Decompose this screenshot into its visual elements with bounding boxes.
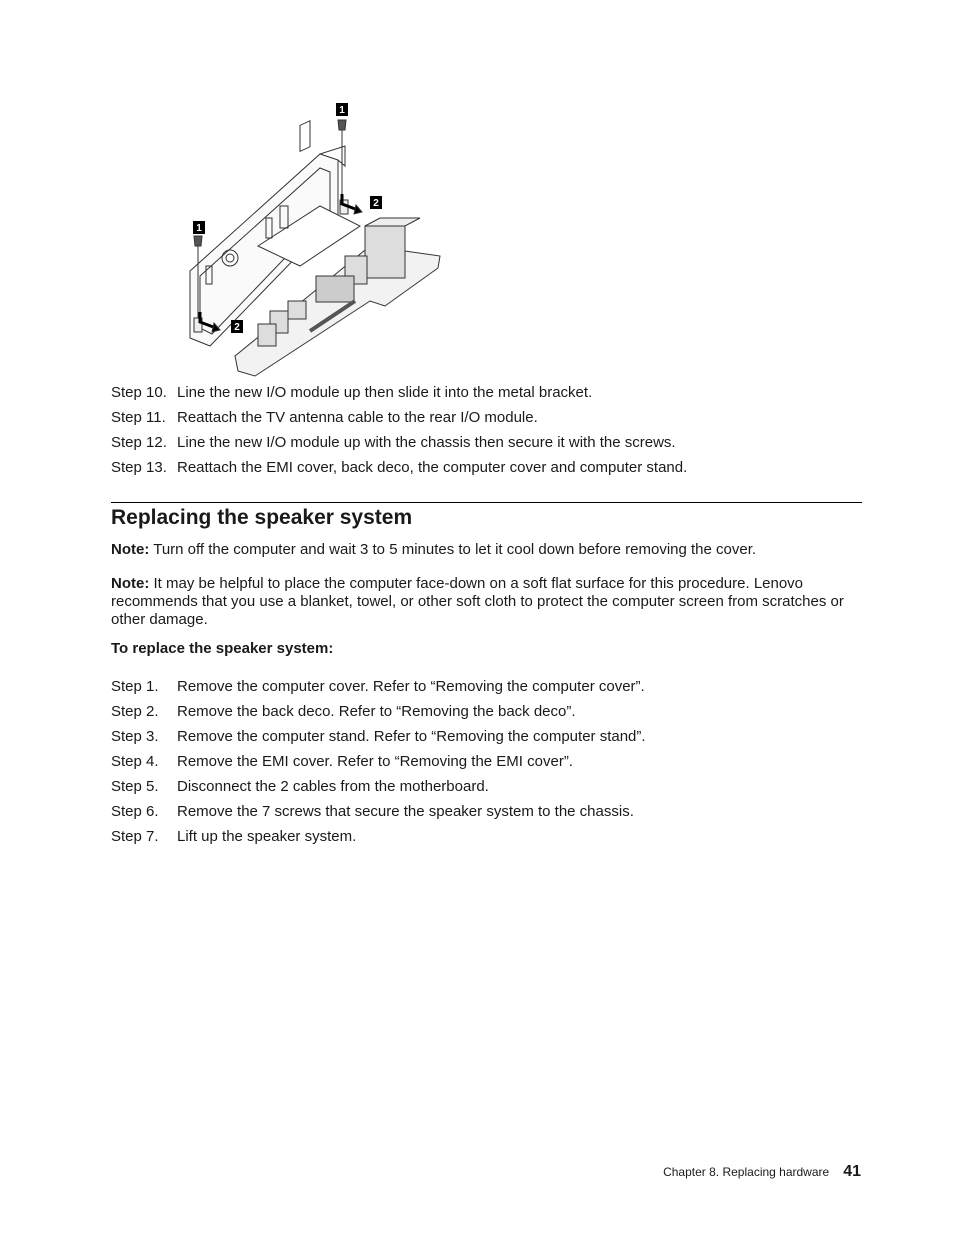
list-item [111, 803, 646, 828]
step-number: Step 3. [111, 728, 159, 745]
step-text: Remove the EMI cover. Refer to “Removing the EMI cover”. [177, 753, 573, 770]
step-number: Step 11. [111, 409, 166, 426]
list-item [111, 828, 646, 853]
step-text: Disconnect the 2 cables from the motherboard. [177, 778, 489, 795]
section-title: Replacing the speaker system [111, 506, 413, 529]
callout-label: 2 [234, 322, 240, 333]
callout-label: 1 [196, 223, 202, 234]
list-item [111, 409, 687, 434]
step-text: Reattach the TV antenna cable to the rear I/O module. [177, 409, 538, 426]
step-number: Step 5. [111, 778, 159, 795]
step-number: Step 12. [111, 434, 167, 451]
note-paragraph [111, 541, 863, 559]
list-item [111, 434, 687, 459]
step-text: Reattach the EMI cover, back deco, the computer cover and computer stand. [177, 459, 688, 476]
step-text: Remove the back deco. Refer to “Removing the back deco”. [177, 703, 576, 720]
step-text: Remove the computer stand. Refer to “Removing the computer stand”. [177, 728, 646, 745]
note-label: Note: [111, 575, 150, 592]
page-number: 41 [843, 1163, 861, 1180]
callout-label: 1 [339, 105, 345, 116]
io-module-illustration [170, 96, 460, 382]
note-text: It may be helpful to place the computer face-down on a soft flat surface for this procedure. Lenovo recommends that you use a blanket, towel, or other soft cloth to protect the computer screen from scratches or other damage. [111, 575, 844, 628]
list-item [111, 459, 687, 484]
list-item [111, 728, 646, 753]
procedure-lead: To replace the speaker system: [111, 640, 334, 657]
callout-label: 2 [373, 198, 379, 209]
note-paragraph [111, 575, 863, 629]
procedure-steps-list [111, 678, 646, 853]
step-text: Remove the computer cover. Refer to “Removing the computer cover”. [177, 678, 645, 695]
step-number: Step 6. [111, 803, 159, 820]
step-number: Step 2. [111, 703, 159, 720]
note-text: Turn off the computer and wait 3 to 5 minutes to let it cool down before removing the cover. [149, 541, 757, 558]
step-text: Line the new I/O module up with the chassis then secure it with the screws. [177, 434, 676, 451]
list-item [111, 678, 646, 703]
page-footer [663, 1163, 861, 1181]
list-item [111, 778, 646, 803]
step-text: Remove the 7 screws that secure the speaker system to the chassis. [177, 803, 634, 820]
note-label: Note: [111, 541, 150, 558]
step-number: Step 13. [111, 459, 167, 476]
step-number: Step 10. [111, 384, 167, 401]
install-steps-list [111, 384, 687, 484]
step-number: Step 4. [111, 753, 159, 770]
list-item [111, 384, 687, 409]
section-divider [111, 502, 862, 503]
step-text: Lift up the speaker system. [177, 828, 357, 845]
step-number: Step 1. [111, 678, 159, 695]
list-item [111, 753, 646, 778]
list-item [111, 703, 646, 728]
step-number: Step 7. [111, 828, 159, 845]
step-text: Line the new I/O module up then slide it into the metal bracket. [177, 384, 593, 401]
chapter-title: Chapter 8. Replacing hardware [663, 1165, 830, 1179]
